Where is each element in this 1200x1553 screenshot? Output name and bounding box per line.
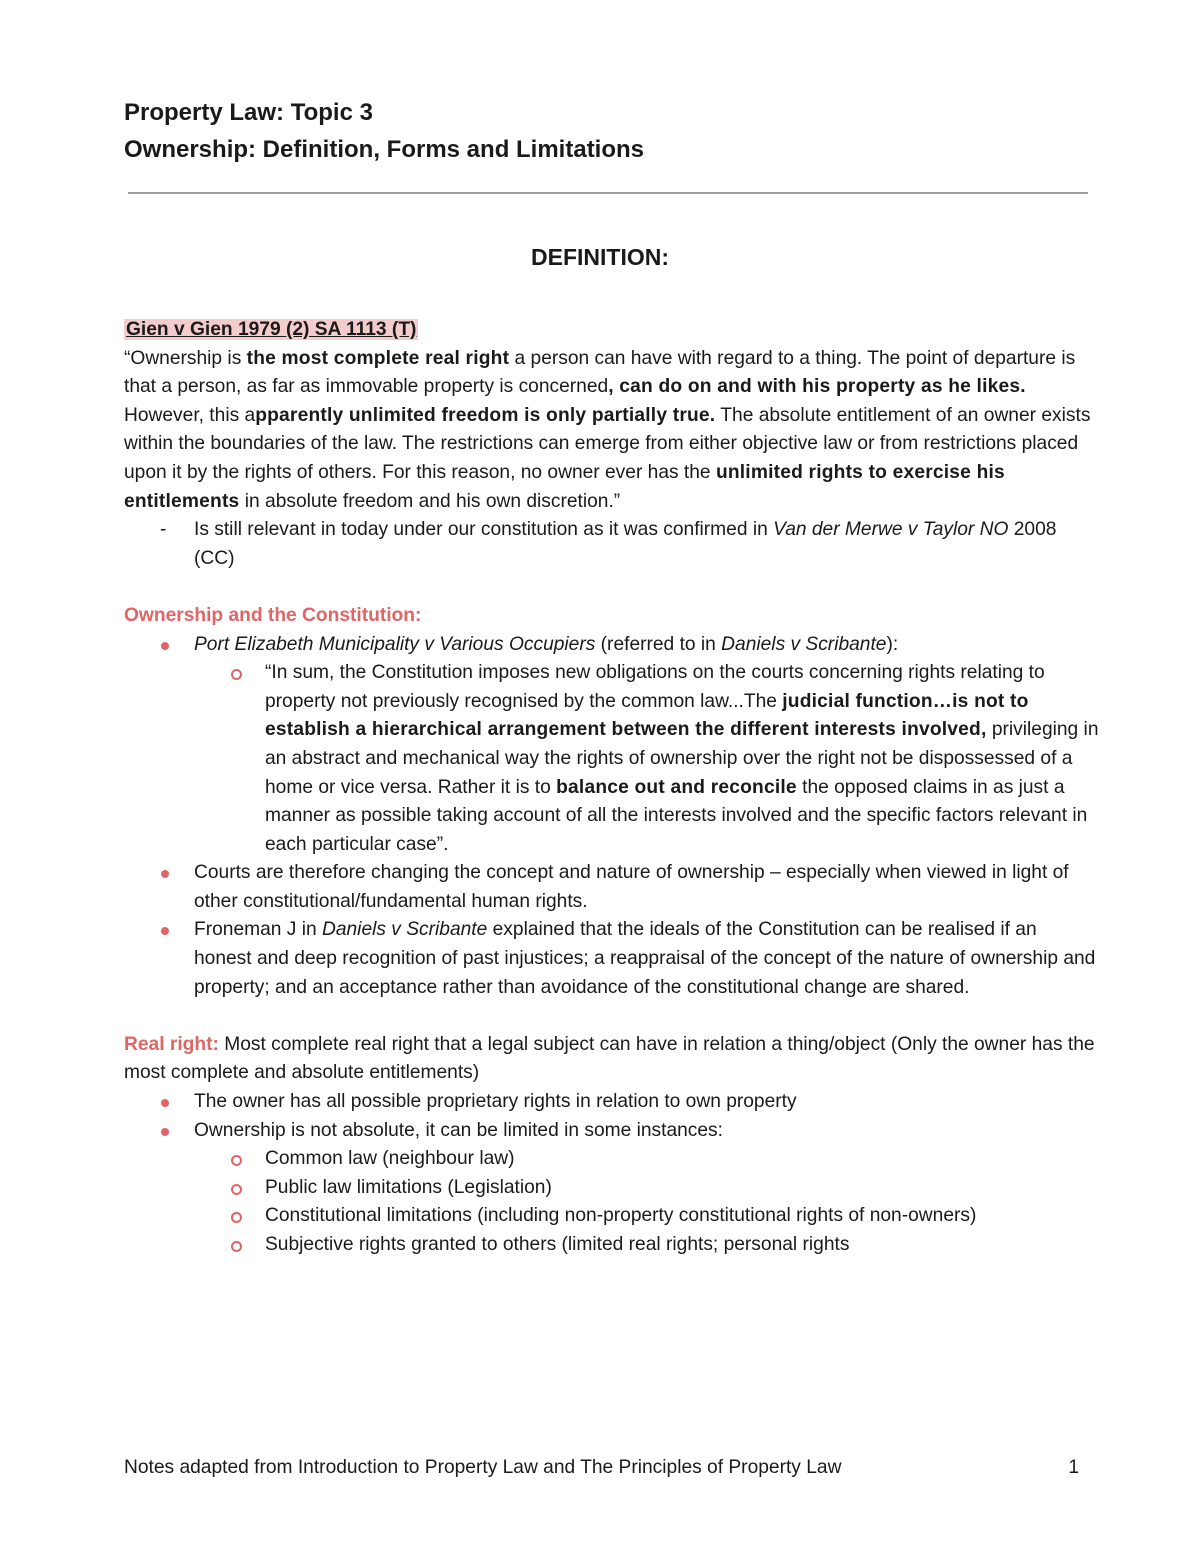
quote-text: The absolute entitlement of an owner exists within the boundaries of the law. The restrictions can emerge from either objective law or from restrictions placed upon it by the rights of others. For this reason, no owner ever has the bbox=[124, 404, 1091, 483]
case-heading-gien: Gien v Gien 1979 (2) SA 1113 (T) bbox=[126, 319, 417, 340]
case-heading-paragraph bbox=[124, 316, 1099, 345]
list-item-text: The owner has all possible proprietary rights in relation to own property bbox=[194, 1091, 797, 1113]
quote-bold: pparently unlimited freedom is only partially true. bbox=[255, 404, 716, 426]
quote-text: in absolute freedom and his own discretion.” bbox=[239, 490, 621, 512]
list-item-text: Ownership is not absolute, it can be limited in some instances: bbox=[194, 1119, 723, 1141]
quote-bold: the most complete real right bbox=[246, 347, 510, 369]
real-right-text: Most complete real right that a legal subject can have in relation a thing/object (Only the owner has the most complete and absolute entitlements) bbox=[124, 1033, 1095, 1084]
list-item bbox=[124, 916, 1099, 1002]
quote-text: a person can have with regard to a thing. The point of departure is that a person, as far as immovable property is concerned bbox=[124, 347, 1076, 398]
page-number: 1 bbox=[1068, 1457, 1079, 1478]
bullet-circle-icon bbox=[231, 1184, 242, 1195]
page-subtitle: Ownership: Definition, Forms and Limitations bbox=[124, 136, 645, 163]
sub-list-item bbox=[124, 659, 1099, 859]
bullet-dot-icon bbox=[161, 1099, 169, 1107]
list-item-text: Public law limitations (Legislation) bbox=[265, 1176, 552, 1198]
gien-quote bbox=[124, 345, 1099, 517]
page-title: Property Law: Topic 3 bbox=[124, 99, 373, 126]
quote-bold: balance out and reconcile bbox=[556, 776, 797, 798]
list-item-text: 2008 (CC) bbox=[194, 519, 1057, 569]
sub-list-item bbox=[124, 1174, 1099, 1203]
bullet-dot-icon bbox=[161, 1128, 169, 1136]
case-citation: Van der Merwe v Taylor NO bbox=[773, 519, 1009, 541]
spacer bbox=[124, 573, 1099, 602]
bullet-circle-icon bbox=[231, 1212, 242, 1223]
bullet-dot-icon bbox=[161, 642, 169, 650]
real-right-bullets bbox=[124, 1088, 1099, 1260]
page-footer bbox=[124, 1455, 1079, 1481]
case-citation: Daniels v Scribante bbox=[721, 633, 887, 655]
bullet-circle-icon bbox=[231, 1241, 242, 1252]
section-heading: DEFINITION: bbox=[531, 244, 669, 270]
bullet-dot-icon bbox=[161, 870, 169, 878]
quote-text: However, this a bbox=[124, 404, 256, 426]
list-item-text: “In sum, the Constitution imposes new obligations on the courts concerning rights relating to property not previously recognised by the common law...The bbox=[265, 662, 1045, 712]
list-item bbox=[124, 1088, 1099, 1117]
list-item-text: the opposed claims in as just a manner as possible taking account of all the interests involved and the specific factors relevant in each particular case”. bbox=[265, 776, 1088, 855]
spacer bbox=[124, 1002, 1099, 1031]
quote-bold: judicial function…is not to establish a hierarchical arrangement between the different interests involved, bbox=[265, 690, 1029, 741]
constitution-bullets bbox=[124, 631, 1099, 1003]
list-item-text: explained that the ideals of the Constitution can be realised if an honest and deep recognition of past injustices; a reappraisal of the concept of the nature of ownership and property; and an acceptance rather than avoidance of the constitutional change are shared. bbox=[194, 919, 1096, 998]
list-item-text: privileging in an abstract and mechanical way the rights of ownership over the right not be dispossessed of a home or vice versa. Rather it is to bbox=[265, 719, 1099, 798]
list-item-text: Froneman J in bbox=[194, 919, 322, 941]
sub-list bbox=[194, 1145, 1099, 1259]
list-item-text: Is still relevant in today under our constitution as it was confirmed in bbox=[194, 519, 774, 541]
quote-text: “Ownership is bbox=[124, 347, 247, 369]
real-right-paragraph bbox=[124, 1031, 1099, 1088]
list-item-text: Courts are therefore changing the concept and nature of ownership – especially when viewed in light of other constitutional/fundamental human rights. bbox=[194, 862, 1069, 912]
document-body bbox=[124, 316, 1099, 1260]
case-citation: Daniels v Scribante bbox=[321, 919, 488, 941]
bullet-circle-icon bbox=[231, 669, 242, 680]
sub-list-item bbox=[124, 1231, 1099, 1260]
sub-list-item bbox=[124, 1145, 1099, 1174]
list-item-text: ): bbox=[886, 633, 899, 655]
list-item-text: (referred to in bbox=[595, 633, 722, 655]
list-item-text: Constitutional limitations (including non-property constitutional rights of non-owners) bbox=[265, 1205, 977, 1227]
quote-bold: unlimited rights to exercise his entitlements bbox=[124, 461, 1005, 512]
list-item-text: Subjective rights granted to others (limited real rights; personal rights bbox=[265, 1234, 850, 1255]
real-right-label: Real right: bbox=[124, 1033, 219, 1055]
quote-bold: , can do on and with his property as he likes. bbox=[608, 376, 1026, 398]
bullet-dot-icon bbox=[161, 927, 169, 935]
case-citation: Port Elizabeth Municipality v Various Occupiers bbox=[194, 633, 596, 655]
sub-list bbox=[194, 659, 1099, 859]
sub-list-item bbox=[124, 1202, 1099, 1231]
dash-list bbox=[124, 516, 1099, 573]
list-item-text: Common law (neighbour law) bbox=[265, 1148, 515, 1170]
bullet-circle-icon bbox=[231, 1155, 242, 1166]
footer-note: Notes adapted from Introduction to Property Law and The Principles of Property Law bbox=[124, 1457, 842, 1478]
list-item bbox=[124, 1117, 1099, 1260]
dash-marker: - bbox=[160, 519, 167, 541]
list-item bbox=[124, 516, 1099, 573]
list-item bbox=[124, 859, 1099, 916]
list-item bbox=[124, 631, 1099, 860]
constitution-heading: Ownership and the Constitution: bbox=[124, 604, 422, 626]
horizontal-divider bbox=[128, 192, 1088, 194]
